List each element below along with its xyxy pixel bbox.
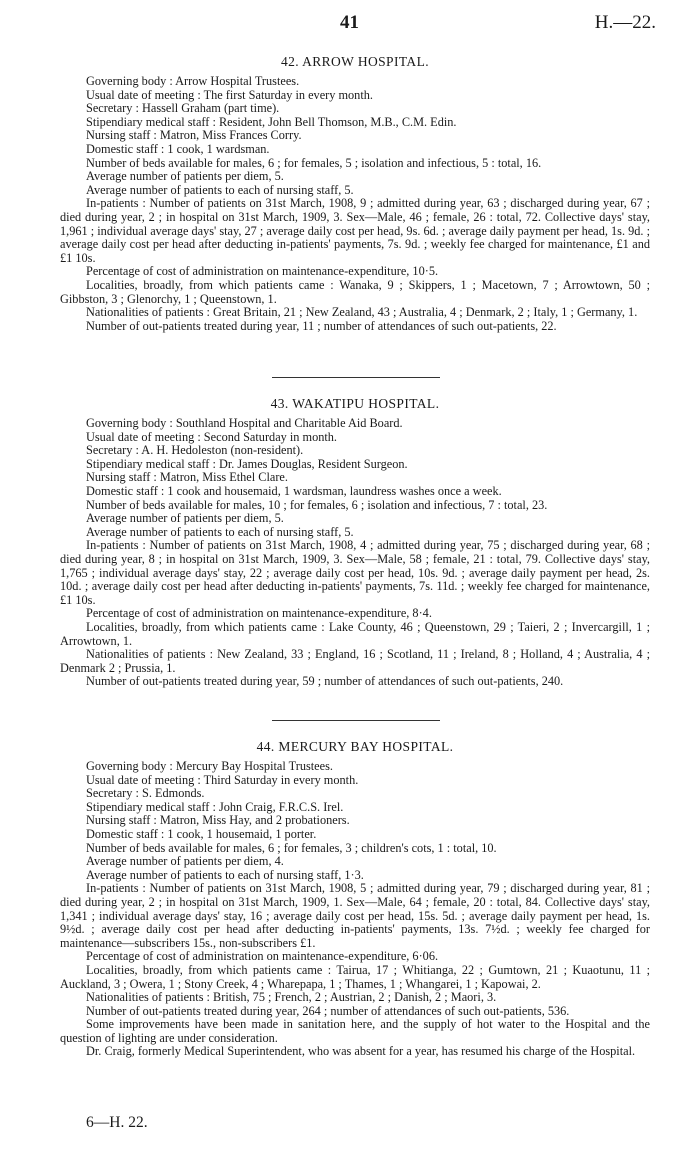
- paragraph: Nursing staff : Matron, Miss Frances Corry.: [86, 128, 302, 143]
- paragraph: Average number of patients to each of nursing staff, 1·3.: [86, 867, 364, 882]
- paragraph: Nursing staff : Matron, Miss Hay, and 2 probationers.: [86, 813, 350, 828]
- paragraph: Average number of patients to each of nursing staff, 5.: [86, 524, 354, 539]
- paragraph: Secretary : S. Edmonds.: [86, 786, 205, 801]
- paragraph: Domestic staff : 1 cook, 1 housemaid, 1 porter.: [86, 826, 317, 841]
- paragraph: Percentage of cost of administration on maintenance-expenditure, 6·06.: [86, 949, 439, 964]
- paragraph: Number of out-patients treated during year, 59 ; number of attendances of such out-patients, 240.: [86, 674, 564, 689]
- paragraph: Stipendiary medical staff : Dr. James Douglas, Resident Surgeon.: [86, 456, 408, 471]
- paragraph: Governing body : Arrow Hospital Trustees.: [86, 74, 300, 88]
- paragraph: Usual date of meeting : Second Saturday in month.: [86, 429, 338, 444]
- paragraph: Usual date of meeting : Third Saturday in every month.: [86, 772, 359, 787]
- paragraph: Secretary : A. H. Hedoleston (non-resident).: [86, 443, 304, 458]
- paragraph: In-patients : Number of patients on 31st March, 1908, 5 ; admitted during year, 79 ; discharged during year, 81 ; died during year, 2 ; in hospital on 31st March, 1909, 1. Sex—Male, 64 ; female, 20 : total, 84. Collective days' stay, 1,341 ; individual average days' stay, 16 ; average daily cost per head, 15s. 5d. ; average daily payment per head, 1s. 9½d. ; average daily cost per head after deducting in-patients' payments, 13s. 7½d. ; weekly fee charged for maintenance—subscribers 15s., non-subscribers £1.: [60, 881, 650, 950]
- paragraph: Average number of patients per diem, 5.: [86, 511, 284, 526]
- paragraph: Percentage of cost of administration on maintenance-expenditure, 10·5.: [86, 264, 439, 279]
- paragraph: Localities, broadly, from which patients came : Tairua, 17 ; Whitianga, 22 ; Gumtown, 21 ; Kuaotunu, 11 ; Auckland, 3 ; Owera, 1 ; Stony Creek, 4 ; Wharepapa, 1 ; Thames, 1 ; Whangarei, 1 ; Kapowai, 2.: [60, 962, 650, 991]
- section-title: 43. WAKATIPU HOSPITAL.: [270, 396, 440, 411]
- footer-signature: 6—H. 22.: [86, 1114, 148, 1131]
- page-number: 41: [340, 12, 359, 33]
- section-divider: [272, 720, 440, 721]
- paragraph: Average number of patients per diem, 4.: [86, 854, 284, 869]
- paragraph: Number of beds available for males, 10 ; for females, 6 ; isolation and infectious, 7 : total, 23.: [86, 497, 548, 512]
- paragraph: Stipendiary medical staff : Resident, John Bell Thomson, M.B., C.M. Edin.: [86, 114, 457, 129]
- paragraph: Nursing staff : Matron, Miss Ethel Clare.: [86, 470, 288, 485]
- paragraph: Secretary : Hassell Graham (part time).: [86, 101, 280, 116]
- paragraph: Percentage of cost of administration on maintenance-expenditure, 8·4.: [86, 606, 432, 621]
- paragraph: Average number of patients to each of nursing staff, 5.: [86, 182, 354, 197]
- paragraph: Stipendiary medical staff : John Craig, F.R.C.S. Irel.: [86, 799, 344, 814]
- section-title: 42. ARROW HOSPITAL.: [280, 54, 430, 69]
- paragraph: Number of out-patients treated during year, 11 ; number of attendances of such out-patients, 22.: [86, 318, 557, 333]
- paragraph: Average number of patients per diem, 5.: [86, 169, 284, 184]
- paragraph: Governing body : Mercury Bay Hospital Trustees.: [86, 759, 333, 773]
- paragraph: Some improvements have been made in sanitation here, and the supply of hot water to the Hospital and the question of lighting are under consideration.: [60, 1017, 650, 1045]
- page-reference: H.—22.: [594, 12, 656, 33]
- paragraph: Nationalities of patients : Great Britain, 21 ; New Zealand, 43 ; Australia, 4 ; Denmark, 2 ; Italy, 1 ; Germany, 1.: [86, 305, 638, 320]
- paragraph: Usual date of meeting : The first Saturday in every month.: [86, 87, 373, 102]
- section-mercury-bay-hospital: [60, 739, 650, 1059]
- paragraph: In-patients : Number of patients on 31st March, 1908, 4 ; admitted during year, 75 ; discharged during year, 68 ; died during year, 8 ; in hospital on 31st March, 1909, 3. Sex—Male, 58 ; female, 21 : total, 79. Collective days' stay, 1,765 ; individual average days' stay, 22 ; average daily cost per head, 10s. 9d. ; average daily payment per head, 2s. 10d. ; average daily cost per head after deducting in-patients' payments, 7s. 11d. ; weekly fee charged for maintenance, £1 10s.: [60, 538, 650, 607]
- paragraph: Domestic staff : 1 cook and housemaid, 1 wardsman, laundress washes once a week.: [86, 483, 502, 498]
- section-wakatipu-hospital: [60, 396, 650, 689]
- paragraph: Number of out-patients treated during year, 264 ; number of attendances of such out-patients, 536.: [86, 1003, 570, 1018]
- paragraph: In-patients : Number of patients on 31st March, 1908, 9 ; admitted during year, 63 ; discharged during year, 67 ; died during year, 2 ; in hospital on 31st March, 1909, 3. Sex—Male, 46 ; female, 26 : total, 72. Collective days' stay, 1,961 ; individual average days' stay, 27 ; average daily cost per head, 9s. 6d. ; average daily payment per head, 1s. 9d. ; average daily cost per head after deducting in-patients' payments, 7s. 9d. ; weekly fee charged for maintenance, £1 and £1 10s.: [60, 196, 650, 265]
- paragraph: Dr. Craig, formerly Medical Superintendent, who was absent for a year, has resumed his charge of the Hospital.: [86, 1044, 636, 1059]
- paragraph: Localities, broadly, from which patients came : Lake County, 46 ; Queenstown, 29 ; Taieri, 2 ; Invercargill, 1 ; Arrowtown, 1.: [60, 619, 650, 648]
- paragraph: Nationalities of patients : British, 75 ; French, 2 ; Austrian, 2 ; Danish, 2 ; Maori, 3.: [86, 990, 497, 1005]
- paragraph: Nationalities of patients : New Zealand, 33 ; England, 16 ; Scotland, 11 ; Ireland, 8 ; Holland, 4 ; Australia, 4 ; Denmark 2 ; Prussia, 1.: [60, 647, 650, 675]
- paragraph: Number of beds available for males, 6 ; for females, 3 ; children's cots, 1 : total, 10.: [86, 840, 497, 855]
- paragraph: Localities, broadly, from which patients came : Wanaka, 9 ; Skippers, 1 ; Macetown, 7 ; Arrowtown, 50 ; Gibbston, 3 ; Glenorchy, 1 ; Queenstown, 1.: [60, 277, 650, 306]
- paragraph: Number of beds available for males, 6 ; for females, 5 ; isolation and infectious, 5 : total, 16.: [86, 155, 542, 170]
- paragraph: Governing body : Southland Hospital and Charitable Aid Board.: [86, 416, 403, 430]
- section-arrow-hospital: [60, 54, 650, 333]
- section-title: 44. MERCURY BAY HOSPITAL.: [256, 739, 454, 754]
- paragraph: Domestic staff : 1 cook, 1 wardsman.: [86, 141, 270, 156]
- section-divider: [272, 377, 440, 378]
